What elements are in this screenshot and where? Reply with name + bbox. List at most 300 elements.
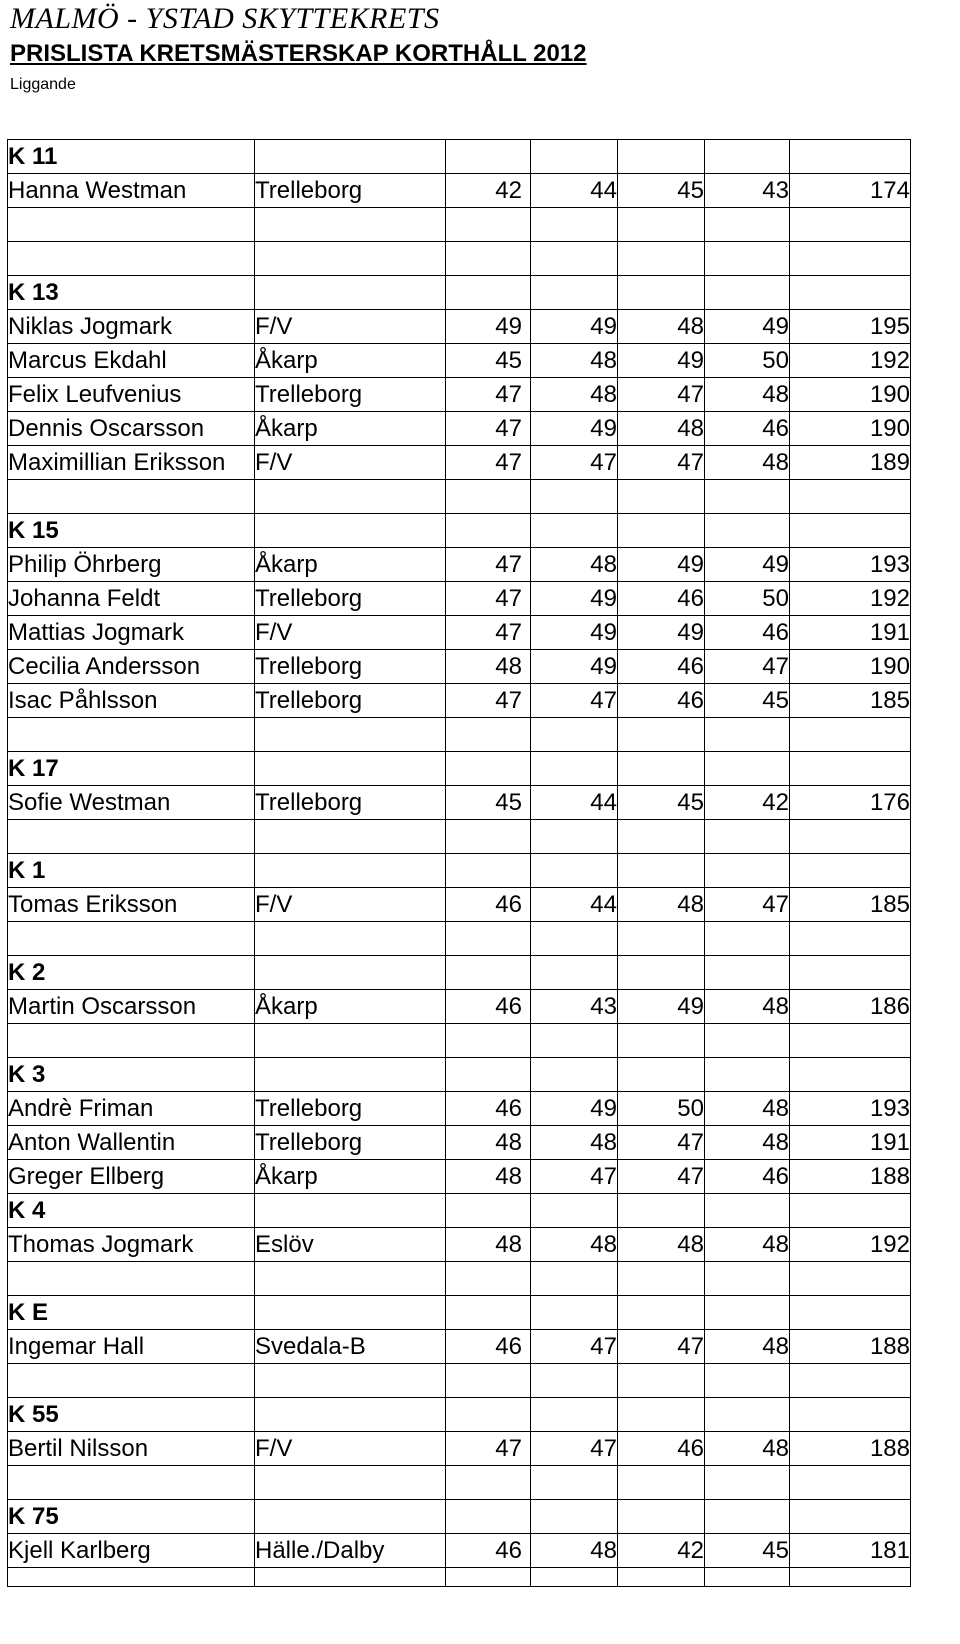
result-row — [8, 1160, 911, 1194]
result-row — [8, 310, 911, 344]
club-name: F/V — [255, 888, 446, 922]
empty-cell — [705, 140, 790, 174]
club-name: F/V — [255, 1432, 446, 1466]
series-score: 46 — [705, 616, 790, 650]
empty-cell — [618, 1466, 705, 1500]
empty-cell — [531, 208, 618, 242]
series-score: 49 — [446, 310, 531, 344]
empty-cell — [790, 514, 911, 548]
empty-cell — [255, 1466, 446, 1500]
empty-cell — [790, 276, 911, 310]
document-subtitle: PRISLISTA KRETSMÄSTERSKAP KORTHÅLL 2012 — [10, 40, 587, 67]
class-header-row — [8, 276, 911, 310]
empty-cell — [531, 1500, 618, 1534]
empty-cell — [446, 514, 531, 548]
shooter-name: Philip Öhrberg — [8, 548, 255, 582]
class-label: K 11 — [8, 140, 255, 174]
club-name: Trelleborg — [255, 582, 446, 616]
series-score: 44 — [531, 174, 618, 208]
empty-cell — [446, 1466, 531, 1500]
empty-cell — [446, 1568, 531, 1587]
empty-cell — [8, 1466, 255, 1500]
series-score: 47 — [618, 1160, 705, 1194]
shooter-name: Andrè Friman — [8, 1092, 255, 1126]
empty-cell — [618, 1058, 705, 1092]
class-header-row — [8, 1058, 911, 1092]
series-score: 48 — [705, 378, 790, 412]
result-row — [8, 650, 911, 684]
series-score: 48 — [531, 1126, 618, 1160]
series-score: 44 — [531, 786, 618, 820]
empty-cell — [705, 1466, 790, 1500]
club-name: Trelleborg — [255, 650, 446, 684]
empty-cell — [790, 480, 911, 514]
empty-cell — [790, 1296, 911, 1330]
empty-cell — [705, 922, 790, 956]
empty-cell — [790, 718, 911, 752]
series-score: 48 — [446, 1160, 531, 1194]
empty-cell — [531, 1296, 618, 1330]
result-row — [8, 412, 911, 446]
series-score: 47 — [618, 1126, 705, 1160]
blank-row — [8, 242, 911, 276]
empty-cell — [705, 480, 790, 514]
shooter-name: Anton Wallentin — [8, 1126, 255, 1160]
result-row — [8, 548, 911, 582]
empty-cell — [618, 820, 705, 854]
empty-cell — [618, 922, 705, 956]
result-row — [8, 888, 911, 922]
result-row — [8, 1126, 911, 1160]
empty-cell — [255, 242, 446, 276]
class-header-row — [8, 514, 911, 548]
empty-cell — [790, 1568, 911, 1587]
empty-cell — [618, 718, 705, 752]
class-header-row — [8, 854, 911, 888]
empty-cell — [531, 922, 618, 956]
empty-cell — [531, 718, 618, 752]
empty-cell — [618, 208, 705, 242]
series-score: 48 — [705, 990, 790, 1024]
empty-cell — [618, 1364, 705, 1398]
empty-cell — [255, 1500, 446, 1534]
total-score: 193 — [790, 1092, 911, 1126]
empty-cell — [446, 1500, 531, 1534]
empty-cell — [8, 820, 255, 854]
result-row — [8, 1432, 911, 1466]
total-score: 191 — [790, 616, 911, 650]
total-score: 192 — [790, 582, 911, 616]
empty-cell — [446, 752, 531, 786]
result-row — [8, 1330, 911, 1364]
empty-cell — [446, 276, 531, 310]
empty-cell — [790, 956, 911, 990]
total-score: 192 — [790, 1228, 911, 1262]
empty-cell — [705, 1364, 790, 1398]
series-score: 50 — [705, 582, 790, 616]
empty-cell — [531, 1364, 618, 1398]
series-score: 47 — [618, 1330, 705, 1364]
total-score: 174 — [790, 174, 911, 208]
series-score: 46 — [446, 1534, 531, 1568]
blank-row — [8, 1024, 911, 1058]
empty-cell — [618, 956, 705, 990]
empty-cell — [705, 514, 790, 548]
shooter-name: Tomas Eriksson — [8, 888, 255, 922]
empty-cell — [446, 922, 531, 956]
club-name: Trelleborg — [255, 174, 446, 208]
series-score: 47 — [446, 616, 531, 650]
blank-row — [8, 1262, 911, 1296]
empty-cell — [255, 1194, 446, 1228]
document-title: MALMÖ - YSTAD SKYTTEKRETS — [10, 2, 440, 35]
empty-cell — [255, 1398, 446, 1432]
empty-cell — [8, 718, 255, 752]
empty-cell — [255, 956, 446, 990]
empty-cell — [618, 1500, 705, 1534]
series-score: 50 — [618, 1092, 705, 1126]
club-name: Trelleborg — [255, 786, 446, 820]
series-score: 48 — [618, 1228, 705, 1262]
empty-cell — [531, 1398, 618, 1432]
empty-cell — [705, 1398, 790, 1432]
empty-cell — [531, 1568, 618, 1587]
empty-cell — [705, 820, 790, 854]
total-score: 188 — [790, 1432, 911, 1466]
empty-cell — [531, 242, 618, 276]
empty-cell — [618, 752, 705, 786]
empty-cell — [618, 1296, 705, 1330]
class-header-row — [8, 1398, 911, 1432]
results-table-wrapper — [7, 139, 911, 1587]
empty-cell — [705, 854, 790, 888]
empty-cell — [618, 514, 705, 548]
club-name: Åkarp — [255, 990, 446, 1024]
series-score: 49 — [531, 650, 618, 684]
series-score: 49 — [705, 310, 790, 344]
shooter-name: Kjell Karlberg — [8, 1534, 255, 1568]
empty-cell — [790, 922, 911, 956]
series-score: 45 — [705, 1534, 790, 1568]
empty-cell — [705, 752, 790, 786]
result-row — [8, 446, 911, 480]
series-score: 47 — [531, 1160, 618, 1194]
shooter-name: Sofie Westman — [8, 786, 255, 820]
empty-cell — [618, 1568, 705, 1587]
blank-row — [8, 1568, 911, 1587]
class-header-row — [8, 1500, 911, 1534]
empty-cell — [531, 514, 618, 548]
shooter-name: Bertil Nilsson — [8, 1432, 255, 1466]
shooter-name: Mattias Jogmark — [8, 616, 255, 650]
club-name: Trelleborg — [255, 1092, 446, 1126]
class-label: K 15 — [8, 514, 255, 548]
empty-cell — [8, 480, 255, 514]
empty-cell — [705, 1296, 790, 1330]
series-score: 49 — [531, 582, 618, 616]
shooter-name: Niklas Jogmark — [8, 310, 255, 344]
club-name: Åkarp — [255, 344, 446, 378]
series-score: 48 — [705, 1228, 790, 1262]
empty-cell — [705, 1262, 790, 1296]
empty-cell — [446, 1364, 531, 1398]
empty-cell — [531, 854, 618, 888]
series-score: 49 — [531, 310, 618, 344]
series-score: 47 — [618, 378, 705, 412]
empty-cell — [531, 1466, 618, 1500]
empty-cell — [446, 1296, 531, 1330]
total-score: 191 — [790, 1126, 911, 1160]
series-score: 46 — [446, 990, 531, 1024]
empty-cell — [705, 1500, 790, 1534]
series-score: 48 — [531, 344, 618, 378]
empty-cell — [618, 1194, 705, 1228]
series-score: 48 — [705, 1330, 790, 1364]
shooter-name: Cecilia Andersson — [8, 650, 255, 684]
club-name: F/V — [255, 446, 446, 480]
series-score: 48 — [446, 1228, 531, 1262]
series-score: 46 — [446, 1330, 531, 1364]
empty-cell — [531, 1058, 618, 1092]
empty-cell — [446, 140, 531, 174]
series-score: 45 — [618, 786, 705, 820]
empty-cell — [790, 242, 911, 276]
total-score: 190 — [790, 650, 911, 684]
series-score: 47 — [531, 1432, 618, 1466]
empty-cell — [531, 140, 618, 174]
empty-cell — [790, 1466, 911, 1500]
series-score: 48 — [618, 310, 705, 344]
series-score: 47 — [705, 650, 790, 684]
series-score: 47 — [705, 888, 790, 922]
empty-cell — [618, 276, 705, 310]
series-score: 46 — [446, 888, 531, 922]
empty-cell — [446, 480, 531, 514]
class-label: K 55 — [8, 1398, 255, 1432]
result-row — [8, 786, 911, 820]
total-score: 176 — [790, 786, 911, 820]
empty-cell — [790, 1262, 911, 1296]
empty-cell — [790, 752, 911, 786]
series-score: 45 — [618, 174, 705, 208]
empty-cell — [705, 1058, 790, 1092]
empty-cell — [446, 242, 531, 276]
series-score: 47 — [531, 1330, 618, 1364]
empty-cell — [790, 1058, 911, 1092]
empty-cell — [790, 140, 911, 174]
document-caption: Liggande — [10, 76, 76, 93]
shooter-name: Johanna Feldt — [8, 582, 255, 616]
series-score: 49 — [618, 990, 705, 1024]
blank-row — [8, 718, 911, 752]
club-name: Åkarp — [255, 1160, 446, 1194]
class-label: K 1 — [8, 854, 255, 888]
empty-cell — [790, 1194, 911, 1228]
series-score: 47 — [446, 548, 531, 582]
series-score: 48 — [531, 378, 618, 412]
series-score: 50 — [705, 344, 790, 378]
series-score: 47 — [446, 446, 531, 480]
series-score: 47 — [446, 378, 531, 412]
empty-cell — [618, 1398, 705, 1432]
series-score: 46 — [618, 650, 705, 684]
blank-row — [8, 208, 911, 242]
empty-cell — [531, 480, 618, 514]
series-score: 47 — [446, 1432, 531, 1466]
club-name: Trelleborg — [255, 684, 446, 718]
result-row — [8, 1228, 911, 1262]
result-row — [8, 174, 911, 208]
series-score: 49 — [618, 616, 705, 650]
empty-cell — [705, 242, 790, 276]
empty-cell — [255, 1058, 446, 1092]
blank-row — [8, 1466, 911, 1500]
result-row — [8, 684, 911, 718]
club-name: F/V — [255, 310, 446, 344]
club-name: Eslöv — [255, 1228, 446, 1262]
results-table — [7, 139, 911, 1587]
empty-cell — [705, 1194, 790, 1228]
empty-cell — [531, 956, 618, 990]
club-name: F/V — [255, 616, 446, 650]
empty-cell — [446, 1194, 531, 1228]
empty-cell — [446, 956, 531, 990]
empty-cell — [255, 922, 446, 956]
result-row — [8, 1534, 911, 1568]
empty-cell — [790, 820, 911, 854]
total-score: 185 — [790, 888, 911, 922]
empty-cell — [446, 1024, 531, 1058]
empty-cell — [705, 1568, 790, 1587]
empty-cell — [8, 922, 255, 956]
empty-cell — [618, 1024, 705, 1058]
empty-cell — [618, 480, 705, 514]
series-score: 49 — [618, 344, 705, 378]
shooter-name: Marcus Ekdahl — [8, 344, 255, 378]
empty-cell — [790, 208, 911, 242]
series-score: 48 — [618, 888, 705, 922]
class-label: K E — [8, 1296, 255, 1330]
empty-cell — [255, 276, 446, 310]
class-label: K 4 — [8, 1194, 255, 1228]
total-score: 195 — [790, 310, 911, 344]
empty-cell — [255, 1262, 446, 1296]
class-header-row — [8, 140, 911, 174]
empty-cell — [255, 480, 446, 514]
blank-row — [8, 480, 911, 514]
series-score: 46 — [618, 684, 705, 718]
empty-cell — [255, 208, 446, 242]
total-score: 188 — [790, 1160, 911, 1194]
series-score: 47 — [531, 684, 618, 718]
empty-cell — [255, 514, 446, 548]
empty-cell — [618, 854, 705, 888]
empty-cell — [705, 956, 790, 990]
series-score: 47 — [446, 684, 531, 718]
empty-cell — [255, 1296, 446, 1330]
empty-cell — [8, 1568, 255, 1587]
empty-cell — [531, 1262, 618, 1296]
series-score: 47 — [618, 446, 705, 480]
series-score: 49 — [531, 616, 618, 650]
total-score: 193 — [790, 548, 911, 582]
series-score: 42 — [705, 786, 790, 820]
empty-cell — [790, 1024, 911, 1058]
result-row — [8, 582, 911, 616]
series-score: 48 — [446, 1126, 531, 1160]
result-row — [8, 378, 911, 412]
empty-cell — [255, 1024, 446, 1058]
total-score: 186 — [790, 990, 911, 1024]
shooter-name: Isac Påhlsson — [8, 684, 255, 718]
empty-cell — [705, 718, 790, 752]
series-score: 42 — [618, 1534, 705, 1568]
class-label: K 17 — [8, 752, 255, 786]
empty-cell — [705, 1024, 790, 1058]
series-score: 46 — [446, 1092, 531, 1126]
series-score: 47 — [446, 582, 531, 616]
total-score: 190 — [790, 378, 911, 412]
series-score: 49 — [705, 548, 790, 582]
series-score: 45 — [446, 344, 531, 378]
series-score: 42 — [446, 174, 531, 208]
series-score: 48 — [705, 446, 790, 480]
series-score: 46 — [705, 1160, 790, 1194]
result-row — [8, 1092, 911, 1126]
empty-cell — [531, 820, 618, 854]
blank-row — [8, 1364, 911, 1398]
class-header-row — [8, 956, 911, 990]
class-label: K 3 — [8, 1058, 255, 1092]
series-score: 48 — [705, 1432, 790, 1466]
empty-cell — [8, 242, 255, 276]
series-score: 43 — [705, 174, 790, 208]
empty-cell — [618, 140, 705, 174]
empty-cell — [705, 276, 790, 310]
shooter-name: Martin Oscarsson — [8, 990, 255, 1024]
empty-cell — [446, 1058, 531, 1092]
empty-cell — [8, 1262, 255, 1296]
series-score: 46 — [618, 582, 705, 616]
total-score: 189 — [790, 446, 911, 480]
empty-cell — [255, 820, 446, 854]
series-score: 49 — [531, 412, 618, 446]
series-score: 48 — [446, 650, 531, 684]
series-score: 45 — [705, 684, 790, 718]
empty-cell — [255, 718, 446, 752]
shooter-name: Greger Ellberg — [8, 1160, 255, 1194]
empty-cell — [8, 208, 255, 242]
series-score: 48 — [705, 1092, 790, 1126]
empty-cell — [531, 752, 618, 786]
empty-cell — [255, 1568, 446, 1587]
empty-cell — [705, 208, 790, 242]
class-header-row — [8, 752, 911, 786]
shooter-name: Thomas Jogmark — [8, 1228, 255, 1262]
result-row — [8, 990, 911, 1024]
club-name: Hälle./Dalby — [255, 1534, 446, 1568]
series-score: 48 — [531, 1228, 618, 1262]
blank-row — [8, 922, 911, 956]
empty-cell — [446, 820, 531, 854]
series-score: 47 — [531, 446, 618, 480]
empty-cell — [446, 854, 531, 888]
empty-cell — [618, 242, 705, 276]
total-score: 185 — [790, 684, 911, 718]
result-row — [8, 344, 911, 378]
club-name: Svedala-B — [255, 1330, 446, 1364]
club-name: Åkarp — [255, 548, 446, 582]
